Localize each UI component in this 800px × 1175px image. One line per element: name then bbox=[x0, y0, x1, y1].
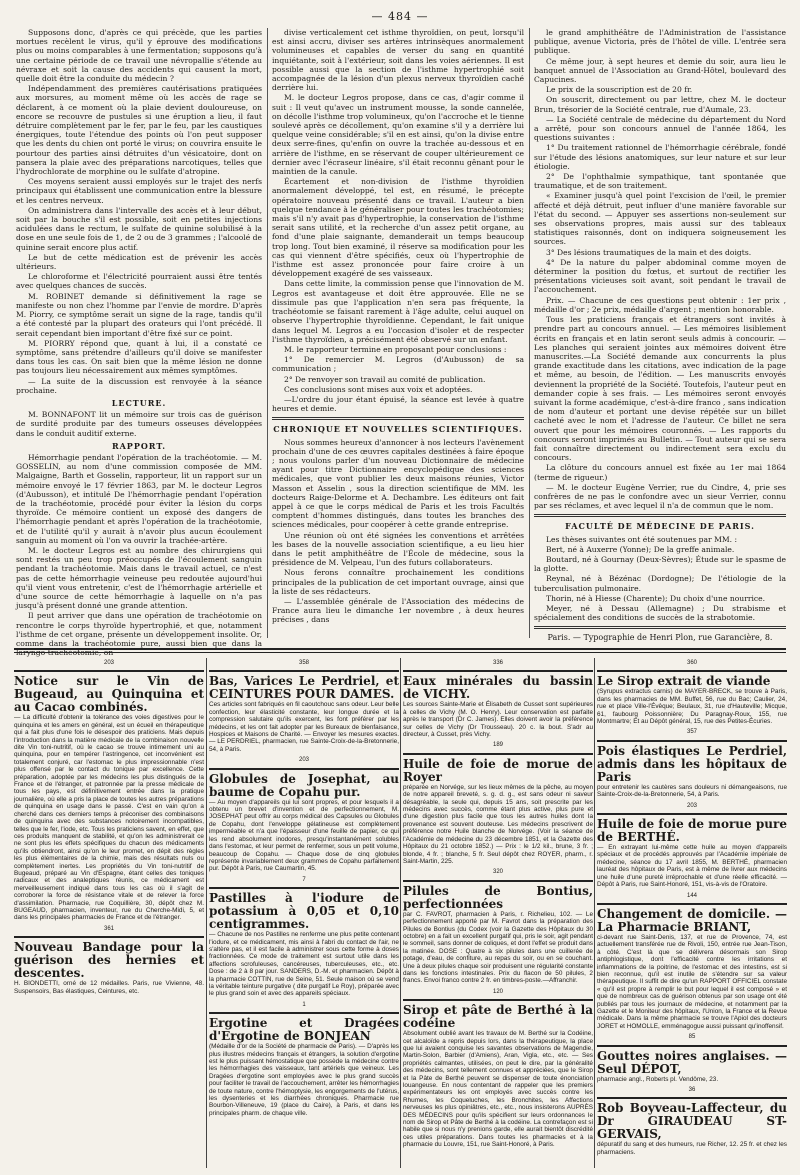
article-paragraph: M. PIORRY répond que, quant à lui, il a constaté ce symptôme, sans prétendre d'ailleurs qu'il doive se manifester dans tous les cas. On sait bien que la même lésion ne donne pas toujours lieu nécessairement aux mêmes symptômes. bbox=[16, 338, 262, 376]
ad-number: 189 bbox=[492, 742, 503, 749]
advertisement bbox=[597, 1034, 787, 1083]
ad-rule bbox=[597, 670, 787, 672]
article-paragraph: Reynal, né à Bézénac (Dordogne); De l'étiologie de la tuberculisation pulmonaire. bbox=[534, 574, 786, 593]
section-rule bbox=[14, 648, 786, 650]
ad-title: Changement de domicile. — La Pharmacie BRIANT, bbox=[597, 906, 787, 934]
article-paragraph: M. BONNAFONT lit un mémoire sur trois cas de guérison de surdité produite par des tumeurs osseuses développées dans le conduit auditif externe. bbox=[16, 410, 262, 438]
ad-number: 336 bbox=[492, 660, 503, 666]
article-paragraph: Dans cette limite, la commission pense que l'innovation de M. Legros est avantageuse et doit être approuvée. Elle ne se dissimule pas que l'application n'en sera pas fréquente, la trachéotomie se faisant rarement à l'âge adulte, celui auquel on observe l'hypertrophie thyroïdienne. Cependant, le fait unique dans lequel M. Legros a eu l'occasion d'isoler et de respecter l'isthme thyroïdien, a précisément été observé sur un enfant. bbox=[272, 279, 524, 344]
ad-title: Pastilles à l'iodure de potassium à 0,05 et 0,10 centigrammes. bbox=[209, 891, 399, 932]
article-paragraph: 1° De remercier M. Legros (d'Aubusson) de sa communication ; bbox=[272, 355, 524, 374]
article-paragraph: On administrera dans l'intervalle des accès et à leur début, soit par la bouche s'il est possible, soit en petites injections acidulées dans le rectum, le sulfate de quinine solubilisé à la dose en une seule fois de 1, de 2 ou de 3 grammes ; l'alcoolé de quinine serait encore plus actif. bbox=[16, 205, 262, 252]
ad-rule bbox=[597, 903, 787, 905]
double-rule bbox=[534, 514, 786, 517]
advertisement bbox=[209, 877, 399, 998]
ad-body: — Au moyen d'appareils qui lui sont propres, et pour lesquels il a obtenu un brevet d'invention et de perfectionnement, M. JOSEPHAT peut offrir au corps médical des Capsules ou Globules de Copahu, dont l'enveloppe gélatineuse est complètement imperméable et n'a que l'épaisseur d'une feuille de papier, ce qui les rend absolument inodores, presqu'instantanément solubles dans l'estomac, et leur permet de renfermer, sous un petit volume, beaucoup de Copahu. — Chaque dose de cinq globules représente invariablement deux grammes de Copahu parfaitement pur. Dépôt à Paris, rue Caumartin, 45. bbox=[209, 798, 399, 873]
ad-rule bbox=[597, 1097, 787, 1099]
advertisement bbox=[597, 660, 787, 725]
section-heading: RAPPORT. bbox=[111, 440, 167, 451]
article-paragraph: le grand amphithéâtre de l'Administration de l'assistance publique, avenue Victoria, près de l'hôtel de ville. L'entrée sera publique. bbox=[534, 28, 786, 56]
advertisement bbox=[597, 893, 787, 1031]
article-paragraph: — La suite de la discussion est renvoyée à la séance prochaine. bbox=[16, 376, 262, 395]
article-paragraph: — L'assemblée générale de l'Association des médecins de France aura lieu le dimanche 1er novembre , à deux heures précises , dans bbox=[272, 596, 524, 625]
ad-number: 358 bbox=[298, 660, 309, 666]
ad-title: Ergotine et Dragées d'Ergotine de BONJEAN bbox=[209, 1016, 399, 1044]
advertisement bbox=[209, 660, 399, 753]
ad-body: Absolument oublié avant les travaux de M. Berthé sur la Codéine, cet alcaloïde a repris depuis lors, dans la thérapeutique, la place que lui avaient conquise les savantes observations de Magendie, Martin-Solon, Barbier (d'Amiens), Aran, Vigla, etc., etc. — Ses propriétés calmantes, utilisées, on peut le dire, par la généralité des médecins, sont tellement connues et appréciées, que le Sirop et la Pâte de Berthé peuvent se dispenser de toute énonciation louangeuse. En nous contentant de rappeler que les premiers expérimentateurs les ont employés avec succès contre les Rhumes, les Coqueluches, les Bronchites, les Affections nerveuses les plus opiniâtres, etc., etc., nous insisterons AUPRÈS DES MÉDECINS pour qu'ils spécifient sur leurs ordonnances le nom de Sirop et Pâte de Berthé à la codéine. La contrefaçon est si habile que si nous n'y prenions garde, elle aurait bientôt discrédité ces utiles préparations. Dans toutes les pharmacies et à la pharmacie du Louvre, 151, rue Saint-Honoré, à Paris. bbox=[403, 1030, 593, 1149]
article-paragraph: Hémorrhagie pendant l'opération de la trachéotomie. — M. GOSSELIN, au nom d'une commission composée de MM. Malgaigne, Barth et Gosselin, rapporteur, lit un rapport sur un mémoire envoyé le 17 février 1863, par M. le docteur Legros (d'Aubusson), et intitulé De l'hémorrhagie pendant l'opération de la trachéotomie, procédé pour éviter la lésion du corps thyroïde. Ce mémoire contient un exposé des dangers de l'hémorrhagie pendant et après l'opération de la trachéotomie, et de l'utilité qu'il y aurait à n'avoir plus aucun écoulement sanguin au moment où l'on va ouvrir la trachée-artère. bbox=[16, 452, 262, 545]
page-number: — 484 — bbox=[371, 10, 429, 23]
article-paragraph: 1° Du traitement rationnel de l'hémorrhagie cérébrale, fondé sur l'étude des lésions anatomiques, sur leur nature et sur leur étiologie. bbox=[534, 143, 786, 171]
advertisement bbox=[209, 1002, 399, 1117]
article-paragraph: 4° De la nature du palper abdominal comme moyen de déterminer la position du fœtus, et surtout de rectifier les présentations vicieuses soit avant, soit pendant le travail de l'accouchement. bbox=[534, 257, 786, 295]
article-paragraph: Il peut arriver que dans une opération de trachéotomie on rencontre le corps thyroïde hypertrophié, et que, notamment l'isthme de cet organe, présente un développement insolite. Or, comme dans la trachéotomie pure, aussi bien que dans la laryngo-trachéotomie, on bbox=[16, 611, 262, 658]
advertisement bbox=[403, 742, 593, 865]
ads-column-3 bbox=[403, 658, 593, 1170]
advertisement bbox=[403, 660, 593, 738]
article-paragraph: Indépendamment des premières cautérisations pratiquées aux morsures, au moment même où les accès de rage se déclarent, à ce moment où la plaie devient douloureuse, on encore se recouvre de pustules si une éruption a lieu, il faut détruire complètement par le fer, par le feu, par les caustiques énergiques, toute l'étendue des points où l'on peut supposer que les dents du chien ont porté le virus; on couvrira ensuite le pourtour des parties ainsi détruites d'un vésicatoire, dont on pansera la plaie avec des préparations narcotiques, telles que l'hydrochlorate de morphine ou le sulfate d'atropine. bbox=[16, 84, 262, 177]
ad-rule bbox=[403, 880, 593, 882]
section-heading: LECTURE. bbox=[111, 397, 167, 408]
article-paragraph: 2° De l'ophthalmie sympathique, tant spontanée que traumatique, et de son traitement. bbox=[534, 172, 786, 191]
ad-number: 203 bbox=[103, 660, 114, 666]
article-paragraph: — M. le docteur Eugène Verrier, rue du Cindre, 4, prie ses confrères de ne pas le confondre avec un sieur Verrier, connu par ses réclames, et avec lequel il n'a de commun que le nom. bbox=[534, 482, 786, 511]
ad-rule bbox=[403, 670, 593, 672]
double-rule bbox=[272, 417, 524, 420]
column-divider bbox=[529, 28, 530, 638]
article-paragraph: 2° De renvoyer son travail au comité de publication. bbox=[284, 374, 486, 384]
article-paragraph: La clôture du concours annuel est fixée au 1er mai 1864 (terme de rigueur.) bbox=[534, 463, 786, 482]
ads-divider bbox=[594, 658, 595, 1168]
article-paragraph: — La Société centrale de médecine du département du Nord a arrêté, pour son concours annuel de l'année 1864, les questions suivantes : bbox=[534, 114, 786, 143]
ad-body: (Syrupus extractus carnis) de MAYER-BRECK, se trouve à Paris, dans les pharmacies de MM. Buffet, 56, rue du Bac; Caulier, 24, rue et place Ville-l'Évêque; Beulaux, 31, rue d'Hauteville; Micque, 61, faubourg Poissonnière; Du Paragnay-Roux, 155, rue Montmartre; Et au Dépôt général, 15, rue des Petites-Écuries. bbox=[597, 688, 787, 726]
article-paragraph: Supposons donc, d'après ce qui précède, que les parties mortues recèlent le virus, qu'il y éprouve des modifications plus ou moins comparables à une fermentation; supposons qu'à une certaine période de ce travail une névropallie s'étende au névraxe et soit la cause des accidents qui causent la mort, quelle doit être la conduite du médecin ? bbox=[16, 28, 262, 84]
advertisement bbox=[14, 926, 204, 995]
double-rule bbox=[534, 626, 786, 629]
ad-body: préparée en Norvége, sur les lieux mêmes de la pêche, au moyen de notre appareil breveté, s. g. d. g., est sans odeur ni saveur désagréable, la seule qui, depuis 15 ans, soit prescrite par les médecins avec succès, comme étant plus active, plus pure et d'une digestion plus facile que tous les autres huiles dont la provenance est souvent douteuse. Les médecins prescrivent de préférence notre Huile blanche de Norvége. (Voir la séance de l'Académie de médecine du 23 décembre 1851, et la Gazette des Hôpitaux du 21 octobre 1852.) — Prix : le 1/2 kil., brune, 3 fr. ; blonde, 4 fr. ; blanche, 5 fr. Seul dépôt chez ROYER, pharm., r. Saint-Martin, 225. bbox=[403, 783, 593, 865]
advertisement bbox=[14, 660, 204, 922]
article-paragraph: Bert, né à Auxerre (Yonne); De la greffe animale. bbox=[546, 544, 735, 554]
ad-rule bbox=[403, 999, 593, 1001]
article-paragraph: Les thèses suivantes ont été soutenues par MM. : bbox=[546, 534, 738, 544]
ad-body: Les sources Sainte-Marie et Élisabeth de Cusset sont supérieures à celles de Vichy (M. O. Henry). Leur conservation est parfaite après le transport (Dr C. James). Elles doivent avoir la préférence sur celles de Vichy (Dr Trousseau). 20 c. la bout. S'adr au directeur, à Cusset, près Vichy. bbox=[403, 701, 593, 739]
ad-body: — La difficulté d'obtenir la tolérance des voies digestives pour le quinquina et les amers en général, est un écueil en thérapeutique qui a fait plus d'une fois le désespoir des praticiens. Mais depuis l'introduction dans la matière médicale de la combinaison nouvelle dite Vin toni-nutritif, où le cacao se trouve intimement uni au quinquina, pour en tempérer l'astringence, cet inconvénient est totalement conjuré, car l'estomac le plus impressionnable n'est plus offensé par le contact du tonique par excellence. Cette préparation, adoptée par les médecins les plus distingués de la France et de l'étranger, et patronnée par la presse médicale de tous les pays, est définitivement entrée dans la pratique journalière, où elle a pris la place de toutes les autres préparations de quinquina en usage dans le passé. C'est en vain qu'on a cherché dans ces derniers temps à préconiser des combinaisons de quinquina avec des substances notoirement incompatibles, telles que le fer, l'iode, etc. Tous les praticiens savent, en effet, que ces produits manquent de stabilité, et qu'on les administrerait ce ne sont plus les effets spécifiques du chacun des médicaments qu'ils obtiendront, ainsi qu'on le leur promet, en dépit des règles les plus élémentaires de la chimie, mais des résultats nuls ou complètement inertes. Les propriétés du Vin toni-nutritif de Bugeaud, préparé au Vin d'Espagne, étant celles des toniques radicaux et des analeptiques réunis, ce médicament est merveilleusement indiqué dans tous les cas où il s'agit de corroborer la force de résistance vitale et de relever la force d'assimilation. Pharmacie, rue Coquillière, 30, dépôt chez M. BUGEAUD, pharmacien, inventeur, rue du Cherche-Midi, 5, et dans les principales pharmacies de France et de l'étranger. bbox=[14, 714, 204, 922]
section-rule-thin bbox=[14, 652, 786, 653]
ad-number: 85 bbox=[688, 1034, 696, 1041]
ad-rule bbox=[209, 887, 399, 889]
article-paragraph: On souscrit, directement ou par lettre, chez M. le docteur Brun, trésorier de la Société centrale, rue d'Aumale, 23. bbox=[534, 95, 786, 114]
ad-title: Huile de foie de morue pure de BERTHÉ. bbox=[597, 817, 787, 845]
article-paragraph: Ces moyens seraient aussi employés sur le trajet des nerfs principaux qui établissent une communication entre la blessure et les centres nerveux. bbox=[16, 177, 262, 205]
article-paragraph: Le but de cette médication est de prévenir les accès ultérieurs. bbox=[16, 252, 262, 272]
article-paragraph: Une réunion où ont été signées les conventions et arrêtées les bases de la nouvelle association scientifique, a eu lieu hier dans le petit amphithéâtre de l'École de médecine, sous la présidence de M. Velpeau, l'un des futurs collaborateurs. bbox=[272, 530, 524, 568]
ad-number: 203 bbox=[298, 757, 309, 764]
ad-number: 1 bbox=[302, 1001, 306, 1008]
advertisement bbox=[597, 803, 787, 889]
ad-number: 357 bbox=[686, 729, 697, 736]
article-paragraph: Nous sommes heureux d'annoncer à nos lecteurs l'avènement prochain d'une de ces œuvres capitales destinées à faire époque ; nous voulons parler d'un nouveau Dictionnaire de médecine ayant pour titre Dictionnaire encyclopédique des sciences médicales, que vont publier les deux maisons réunies, Victor Masson et Asselin , sous la direction scientifique de MM. les docteurs Raige-Delorme et A. Dechambre. Les éditeurs ont fait appel à ce que le corps médical de Paris et les trois Facultés comptent d'hommes distingués, dans toutes les branches des sciences médicales, pour coopérer à cette grande entreprise. bbox=[272, 437, 524, 530]
ad-title: Rob Boyveau-Laffecteur, du Dr GIRAUDEAU ST-GERVAIS, bbox=[597, 1101, 787, 1142]
advertisement bbox=[403, 869, 593, 984]
article-paragraph: Ces conclusions sont mises aux voix et adoptées. bbox=[284, 384, 473, 394]
article-paragraph: divise verticalement cet isthme thyroïdien, on peut, lorsqu'il est ainsi accru, diviser ses artères intrinsèques anormalement volumineuses et capables de verser du sang en quantité inquiétante, soit à l'extérieur, soit dans les voies aériennes. Il est possible aussi que la section de l'isthme hypertrophié soit accompagnée de la lésion d'un plexus nerveux thyroïdien caché derrière lui. bbox=[272, 28, 524, 93]
ad-title: Pois élastiques Le Perdriel, admis dans les hôpitaux de Paris bbox=[597, 743, 787, 784]
ad-body: — Chacune de nos Pastilles ne renferme une plus petite contenant l'iodure, et ce médicament, mis ainsi à l'abri du contact de l'air, ne s'altère pas, et il est facile à administrer sous cette forme à doses fractionnées. Ce mode de traitement est surtout utile dans les affections scrofuleuses, cancéreuses, tuberculeuses, etc., etc. Dose : de 2 à 8 par jour. SANDERS, D.-M. et pharmacien. Dépôt à la pharmacie COTTIN, rue de Seine, 51. Seule maison où se vend la véritable teinture purgative ( dite purgatif Le Roy), préparée avec le plus grand soin et avec des appareils spéciaux. bbox=[209, 931, 399, 998]
article-paragraph: Prix. — Chacune de ces questions peut obtenir : 1er prix , médaille d'or ; 2e prix, médaille d'argent ; mention honorable. bbox=[534, 295, 786, 314]
ad-body: Ces articles sont fabriqués en fil caoutchouc sans odeur. Leur belle confection, leur élasticité constante, leur longue durée et la compression salutaire qu'ils exercent, les font préférer par les médecins, et les ont fait adopter par les Bureaux de bienfaisance, Hospices et Maisons de Charité. — Envoyer les mesures exactes. — LE PERDRIEL, pharmacien, rue Sainte-Croix-de-la-Bretonnerie, 54, à Paris. bbox=[209, 701, 399, 753]
ad-body: pharmacie angl., Roberts pl. Vendôme, 23. bbox=[597, 1075, 719, 1083]
article-paragraph: M. ROBINET demande si définitivement la rage se manifeste ou non chez l'homme par l'envie de mordre. D'après M. Piorry, ce symptôme serait un signe de la rage, tandis qu'il a été contesté par la plupart des orateurs qui l'ont précédé. Il serait cependant bien important d'être fixé sur ce point. bbox=[16, 291, 262, 338]
article-paragraph: Écartement et non-division de l'isthme thyroïdien anormalement développé, tel est, en résumé, le précepte opératoire nouveau présenté dans ce travail. L'auteur a bien quelque tendance à le généraliser pour toutes les trachéotomies; mais s'il n'y avait pas d'hypertrophie, la conservation de l'isthme serait sans utilité, et la recherche d'un assez petit organe, au fond d'une plaie saignante, demanderait un temps beaucoup trop long. Tout bien examiné, il réserve sa modification pour les cas qui viennent d'être spécifiés, ceux où l'hypertrophie de l'isthme est assez prononcée pour faire croire à un développement exagéré de ses vaisseaux. bbox=[272, 177, 524, 279]
ad-body: par C. FAVROT, pharmacien à Paris, r. Richelieu, 102. — Le perfectionnement apporté par M. Favrot dans la préparation des Pilules de Bontius (du Codex (voir la Gazette des Hôpitaux du 30 octobre) en a fait un excellent purgatif qui, pris le soir, agit pendant le sommeil, sans donner de coliques, et dont l'effet se produit dans la matinée. DOSE : Quatre à six pilules dans une cuillerée de potage, d'eau, de confiture, au repas du soir, ou en se couchant. Une à deux pilules chaque soir produisent une régularité constante dans les fonctions intestinales. Prix du flacon de 50 pilules, 2 francs. Envoi franco contre 2 fr. en timbres-poste.—Affranchir. bbox=[403, 910, 593, 985]
ad-rule bbox=[209, 768, 399, 770]
ads-column-1 bbox=[14, 658, 204, 1170]
ad-body: — En extrayant lui-même cette huile au moyen d'appareils spéciaux et de procédés approuvés par l'Académie impériale de médecine, séance du 17 avril 1855, M. BERTHÉ, pharmacien lauréat des hôpitaux de Paris, est à même de livrer aux médecins une huile d'une pureté irréprochable et d'une réelle efficacité. — Dépôt à Paris, rue Saint-Honoré, 151, vis-à-vis de l'Oratoire. bbox=[597, 844, 787, 889]
ad-rule bbox=[597, 1045, 787, 1047]
ad-number: 36 bbox=[688, 1087, 696, 1093]
ad-number: 144 bbox=[686, 892, 697, 899]
article-paragraph: Le chloroforme et l'électricité pourraient aussi être tentés avec quelques chances de succès. bbox=[16, 272, 262, 291]
ad-body: dépuratif du sang et des humeurs, rue Richer, 12. 25 fr. et chez les pharmaciens. bbox=[597, 1141, 787, 1156]
ads-divider bbox=[206, 658, 207, 1168]
ad-title: Bas, Varices Le Perdriel, et CEINTURES POUR DAMES. bbox=[209, 674, 399, 702]
ad-title: Le Sirop extrait de viande bbox=[597, 674, 771, 689]
ads-column-2 bbox=[209, 658, 399, 1170]
ad-rule bbox=[403, 753, 593, 755]
ad-rule bbox=[597, 740, 787, 742]
ad-title: Notice sur le Vin de Bugeaud, au Quinquina et au Cacao combinés. bbox=[14, 674, 204, 715]
ad-rule bbox=[597, 813, 787, 815]
article-paragraph: Nous ferons connaître prochainement les conditions principales de la publication de cet important ouvrage, ainsi que la liste de ses rédacteurs. bbox=[272, 568, 524, 596]
article-column-3 bbox=[534, 28, 786, 643]
ad-number: 7 bbox=[302, 876, 306, 883]
ad-rule bbox=[209, 670, 399, 672]
ad-title: Eaux minérales du bassin de VICHY. bbox=[403, 674, 593, 702]
ad-title: Sirop et pâte de Berthé à la codéine bbox=[403, 1003, 593, 1031]
article-paragraph: Thorin, né à Hiesse (Charente); Du choix d'une nourrice. bbox=[546, 593, 766, 603]
ad-number: 361 bbox=[103, 925, 114, 932]
advertisement bbox=[403, 989, 593, 1149]
article-paragraph: Boutard, né à Gournay (Deux-Sèvres); Étude sur le spasme de la glotte. bbox=[534, 554, 786, 574]
article-paragraph: Tous les praticiens français et étrangers sont invités à prendre part au concours annuel. — Les mémoires lisiblement écrits en français et en latin seront seuls admis à concourir. — Les planches qui seraient jointes aux mémoires doivent être manuscrites.—La Société demande aux concurrents la plus grande exactitude dans les citations, avec indication de la page et même, au besoin, de l'édition. — Les manuscrits envoyés deviennent la propriété de la Société. Toutefois, l'auteur peut en demander copie à ses frais. — Les mémoires seront envoyés suivant la forme académique, c'est-à-dire franco , sans indication de nom d'auteur et portant une devise répétée sur un billet cacheté avec le nom et l'adresse de l'auteur. Ce billet ne sera ouvert que pour les mémoires couronnés. — Les rapports du concours seront imprimés au Bulletin. — Tout auteur qui se sera fait connaître directement ou indirectement sera exclu du concours. bbox=[534, 315, 786, 463]
ad-number: 320 bbox=[492, 869, 503, 876]
ad-title: Pilules de Bontius, perfectionnées bbox=[403, 883, 593, 911]
article-paragraph: M. le docteur Legros propose, dans ce cas, d'agir comme il suit : Il veut qu'avec un instrument mousse, la sonde cannelée, on décolle l'isthme trop volumineux, qu'on l'accroche et le tienne soulevé après ce décollement, qu'on examine s'il y a derrière lui quelque veine considérable; s'il en est ainsi, qu'on la divise entre deux serre-fines, qu'enfin on ouvre la trachée au-dessous et en arrière de l'isthme, en se réservant de couper ultérieurement ce dernier avec l'écraseur linéaire, s'il était reconnu gênant pour le maintien de la canule. bbox=[272, 93, 524, 177]
ads-divider bbox=[400, 658, 401, 1168]
ad-body: pour entretenir les cautères sans douleurs ni démangeaisons, rue Sainte-Croix-de-la-Bretonnerie, 54, à Paris. bbox=[597, 783, 787, 799]
ad-rule bbox=[209, 1012, 399, 1014]
ad-title: Nouveau Bandage pour la guérison des hernies et descentes. bbox=[14, 940, 204, 981]
article-paragraph: Meyer, né à Dessau (Allemagne) ; Du strabisme et spécialement des conditions de succès de la strabotomie. bbox=[534, 603, 786, 623]
ad-number: 360 bbox=[686, 660, 697, 666]
article-paragraph: M. le docteur Legros est au nombre des chirurgiens qui sont restés un peu trop préoccupés de l'écoulement sanguin pendant la trachéotomie. Mais dans le travail actuel, ce n'est pas de cette hémorrhagie veineuse peu redoutée aujourd'hui qu'il vient vous entretenir, c'est de l'hémorrhagie artérielle et d'une source de cette hémorrhagie à laquelle on n'a pas jusqu'à présent donné une grande attention. bbox=[16, 545, 262, 611]
article-paragraph: M. le rapporteur termine en proposant pour conclusions : bbox=[284, 344, 507, 354]
ad-number: 203 bbox=[686, 802, 697, 809]
printer-colophon: Paris. — Typographie de Henri Plon, rue Garancière, 8. bbox=[547, 633, 773, 643]
article-paragraph: Le prix de la souscription est de 20 fr. bbox=[546, 85, 693, 95]
advertisement bbox=[597, 1087, 787, 1156]
ad-rule bbox=[14, 936, 204, 938]
ad-body: H. BIONDETTI, orné de 12 médailles. Paris, rue Vivienne, 48. Suspensoirs, Bas élastiques, Ceintures, etc. bbox=[14, 980, 204, 995]
ad-body: ci-devant rue Saint-Denis, 137, et rue de Provence, 74, est actuellement transférée rue de Rivoli, 150, entrée rue Jean-Tison, à côté. C'est là que se délivrera désormais son Sirop antiphlogistique, dont l'efficacité contre les irritations et inflammations de la poitrine, de l'estomac et des intestins, est si bien reconnue, qu'il est inutile de s'étendre sur sa valeur thérapeutique. Il suffit de dire qu'un RAPPORT OFFICIEL constate « qu'il est propre à remplir le but pour lequel il est composé » et que de nombreux cas de guérison obtenus par son usage ont été publiés par tous les journaux de médecine, et notamment par la Gazette et le Moniteur des hôpitaux, l'Union, la France et la Revue médicale. Dans la même pharmacie se trouve l'Apiol des docteurs JORET et HOMOLLE, emménagogue aussi puissant qu'inoffensif. bbox=[597, 933, 787, 1030]
article-paragraph: 3° Des lésions traumatiques de la main et des doigts. bbox=[546, 247, 752, 257]
article-column-2 bbox=[272, 28, 524, 643]
article-paragraph: —L'ordre du jour étant épuisé, la séance est levée à quatre heures et demie. bbox=[272, 394, 524, 414]
ad-rule bbox=[14, 670, 204, 672]
ad-title: Gouttes noires anglaises. — Seul DÉPOT, bbox=[597, 1048, 787, 1076]
ad-title: Huile de foie de morue de Royer bbox=[403, 756, 593, 784]
column-divider bbox=[267, 28, 268, 638]
advertisement bbox=[597, 729, 787, 798]
section-heading: CHRONIQUE ET NOUVELLES SCIENTIFIQUES. bbox=[273, 424, 523, 435]
ads-column-4 bbox=[597, 658, 787, 1170]
article-paragraph: « Examiner jusqu'à quel point l'excision de l'œil, le premier affecté et déjà détruit, peut influer d'une manière favorable sur l'état du second. — Appuyer ses assertions non-seulement sur ses observations propres, mais aussi sur des tableaux statistiques raisonnés, dont on indiquera soigneusement les sources. bbox=[534, 191, 786, 247]
article-column-1 bbox=[16, 28, 262, 658]
article-paragraph: Ce même jour, à sept heures et demie du soir, aura lieu le banquet annuel de l'Association au Grand-Hôtel, boulevard des Capucines. bbox=[534, 56, 786, 85]
ad-number: 120 bbox=[492, 988, 503, 995]
section-heading: FACULTÉ DE MÉDECINE DE PARIS. bbox=[565, 521, 755, 532]
ad-title: Globules de Josephat, au baume de Copahu pur. bbox=[209, 771, 399, 799]
advertisement bbox=[209, 757, 399, 872]
ad-body: (Médaille d'or de la Société de pharmacie de Paris). — D'après les plus illustres médecins français et étrangers, la solution d'ergotine est le plus puissant hémostatique que possède la médecine contre les hémorrhagies des vaisseaux, tant artériels que veineux. Les Dragées d'ergotine sont employées avec le plus grand succès pour faciliter le travail de l'accouchement, arrêter les hémorrhagies de toute nature, contre l'hémoptysie, les engorgements de l'utérus, les dysenteries et les diarrhées chroniques. Pharmacie rue Bourbon-Villeneuve, 19 (place du Caire), à Paris, et dans les principales pharm. de chaque ville. bbox=[209, 1043, 399, 1117]
